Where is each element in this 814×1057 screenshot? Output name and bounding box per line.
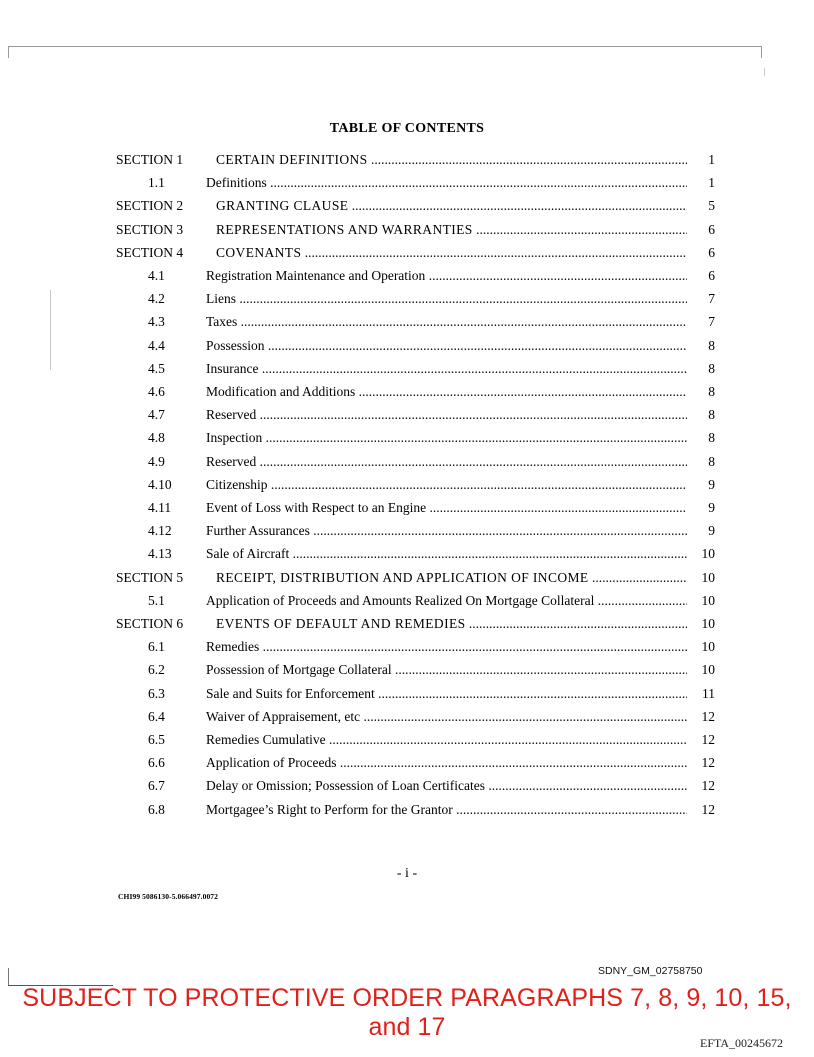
toc-entry-label: Application of Proceeds .....	[206, 753, 687, 773]
scan-top-right-mark	[761, 46, 762, 58]
toc-entry-label: EVENTS OF DEFAULT AND REMEDIES .....	[216, 614, 687, 634]
toc-entry-number: 4.12	[148, 523, 172, 539]
toc-entry-number: 6.2	[148, 662, 165, 678]
toc-entry-label: Modification and Additions .....	[206, 382, 687, 402]
toc-entry-label: REPRESENTATIONS AND WARRANTIES .....	[216, 220, 687, 240]
toc-subsection-row	[0, 428, 814, 448]
toc-subsection-row	[0, 730, 814, 750]
toc-entry-page: 6	[708, 244, 715, 260]
toc-entry-number: 4.8	[148, 430, 165, 446]
toc-entry-label: Possession of Mortgage Collateral .....	[206, 660, 687, 680]
toc-entry-number: SECTION 4	[116, 244, 184, 260]
toc-entry-label: Remedies Cumulative .....	[206, 730, 687, 750]
toc-entry-label: Mortgagee’s Right to Perform for the Grantor .....	[206, 800, 687, 820]
scan-right-mark	[764, 68, 765, 76]
toc-entry-number: 6.3	[148, 685, 165, 701]
toc-subsection-row	[0, 452, 814, 472]
toc-entry-label: Inspection .....	[206, 428, 687, 448]
toc-subsection-row	[0, 336, 814, 356]
document-id: CHI99 5086130-5.066497.0072	[118, 892, 218, 901]
toc-subsection-row	[0, 660, 814, 680]
toc-entry-page: 8	[708, 453, 715, 469]
toc-entry-label: GRANTING CLAUSE .....	[216, 196, 687, 216]
toc-entry-number: 6.5	[148, 732, 165, 747]
toc-entry-page: 12	[701, 778, 715, 794]
toc-entry-page: 7	[708, 314, 715, 330]
toc-entry-label: Liens .....	[206, 289, 687, 309]
toc-entry-number: SECTION 3	[116, 221, 184, 237]
toc-entry-number: 4.4	[148, 337, 165, 353]
toc-subsection-row	[0, 776, 814, 796]
toc-subsection-row	[0, 800, 814, 820]
toc-entry-page: 10	[701, 546, 715, 562]
toc-section-row	[0, 243, 814, 263]
toc-subsection-row	[0, 544, 814, 564]
toc-subsection-row	[0, 359, 814, 379]
toc-entry-label: Insurance .....	[206, 359, 687, 379]
toc-entry-number: SECTION 1	[116, 152, 184, 167]
toc-entry-page: 1	[708, 152, 715, 167]
toc-entry-number: 6.7	[148, 778, 165, 794]
toc-entry-number: 6.6	[148, 755, 165, 771]
toc-entry-number: 4.5	[148, 360, 165, 376]
toc-entry-page: 7	[708, 291, 715, 307]
toc-entry-number: 4.9	[148, 453, 165, 469]
toc-entry-page: 12	[701, 732, 715, 747]
toc-subsection-row	[0, 405, 814, 425]
toc-subsection-row	[0, 591, 814, 611]
toc-entry-page: 10	[701, 616, 715, 631]
toc-entry-page: 6	[708, 268, 715, 283]
protective-order-notice: SUBJECT TO PROTECTIVE ORDER PARAGRAPHS 7, 8, 9, 10, 15, and 17	[22, 984, 792, 1041]
toc-entry-label: Reserved .....	[206, 405, 687, 425]
toc-subsection-row	[0, 753, 814, 773]
toc-section-row	[0, 614, 814, 634]
toc-entry-number: 4.11	[148, 500, 172, 515]
toc-entry-page: 8	[708, 384, 715, 399]
toc-section-row	[0, 568, 814, 588]
toc-entry-label: Application of Proceeds and Amounts Realized On Mortgage Collateral .....	[206, 591, 687, 611]
toc-entry-page: 8	[708, 430, 715, 446]
toc-entry-page: 8	[708, 360, 715, 376]
toc-entry-page: 10	[701, 639, 715, 655]
toc-entry-page: 1	[708, 175, 715, 191]
toc-subsection-row	[0, 312, 814, 332]
toc-section-row	[0, 196, 814, 216]
page-number: - i -	[396, 866, 418, 881]
toc-entry-label: Waiver of Appraisement, etc .....	[206, 707, 687, 727]
efta-number: EFTA_00245672	[700, 1036, 784, 1050]
toc-entry-page: 9	[708, 476, 715, 492]
toc-entry-page: 9	[708, 500, 715, 515]
toc-entry-label: RECEIPT, DISTRIBUTION AND APPLICATION OF INCOME .....	[216, 568, 687, 588]
page-title: TABLE OF CONTENTS	[329, 121, 485, 136]
toc-entry-number: SECTION 2	[116, 198, 184, 214]
toc-entry-number: 4.7	[148, 407, 165, 423]
toc-subsection-row	[0, 498, 814, 518]
toc-subsection-row	[0, 707, 814, 727]
toc-entry-label: Sale and Suits for Enforcement .....	[206, 684, 687, 704]
toc-entry-page: 9	[708, 523, 715, 539]
toc-entry-page: 5	[708, 198, 715, 214]
toc-entry-label: CERTAIN DEFINITIONS .....	[216, 150, 687, 170]
toc-entry-label: Event of Loss with Respect to an Engine .....	[206, 498, 687, 518]
toc-entry-page: 11	[702, 685, 715, 701]
toc-entry-label: Delay or Omission; Possession of Loan Certificates .....	[206, 776, 687, 796]
toc-entry-page: 12	[701, 708, 715, 724]
toc-entry-number: 4.13	[148, 546, 172, 562]
toc-entry-label: Taxes .....	[206, 312, 687, 332]
toc-subsection-row	[0, 475, 814, 495]
toc-entry-page: 8	[708, 337, 715, 353]
toc-entry-number: SECTION 5	[116, 569, 184, 585]
toc-subsection-row	[0, 382, 814, 402]
toc-entry-label: Definitions .....	[206, 173, 687, 193]
toc-subsection-row	[0, 289, 814, 309]
scan-top-rule	[8, 46, 762, 47]
toc-entry-page: 10	[701, 569, 715, 585]
toc-entry-label: COVENANTS .....	[216, 243, 687, 263]
toc-entry-number: 1.1	[148, 175, 165, 191]
toc-entry-label: Citizenship .....	[206, 475, 687, 495]
toc-entry-page: 12	[701, 755, 715, 771]
toc-entry-page: 6	[708, 221, 715, 237]
toc-section-row	[0, 150, 814, 170]
bates-number: SDNY_GM_02758750	[598, 965, 703, 977]
toc-entry-number: SECTION 6	[116, 616, 184, 631]
toc-entry-page: 12	[701, 801, 715, 817]
toc-entry-number: 6.1	[148, 639, 165, 655]
toc-entry-label: Possession .....	[206, 336, 687, 356]
scan-top-left-mark	[8, 46, 9, 58]
toc-entry-label: Sale of Aircraft .....	[206, 544, 687, 564]
toc-entry-number: 4.1	[148, 268, 165, 283]
toc-entry-page: 8	[708, 407, 715, 423]
toc-entry-label: Reserved .....	[206, 452, 687, 472]
toc-entry-number: 4.6	[148, 384, 165, 399]
toc-subsection-row	[0, 521, 814, 541]
toc-subsection-row	[0, 684, 814, 704]
toc-entry-number: 6.8	[148, 801, 165, 817]
toc-subsection-row	[0, 637, 814, 657]
toc-entry-number: 5.1	[148, 592, 165, 608]
toc-subsection-row	[0, 266, 814, 286]
toc-entry-label: Further Assurances .....	[206, 521, 687, 541]
toc-entry-label: Remedies .....	[206, 637, 687, 657]
toc-entry-number: 4.10	[148, 476, 172, 492]
toc-entry-page: 10	[701, 592, 715, 608]
toc-entry-number: 4.2	[148, 291, 165, 307]
toc-entry-number: 4.3	[148, 314, 165, 330]
toc-section-row	[0, 220, 814, 240]
toc-entry-page: 10	[701, 662, 715, 678]
toc-entry-number: 6.4	[148, 708, 165, 724]
toc-entry-label: Registration Maintenance and Operation .....	[206, 266, 687, 286]
toc-subsection-row	[0, 173, 814, 193]
